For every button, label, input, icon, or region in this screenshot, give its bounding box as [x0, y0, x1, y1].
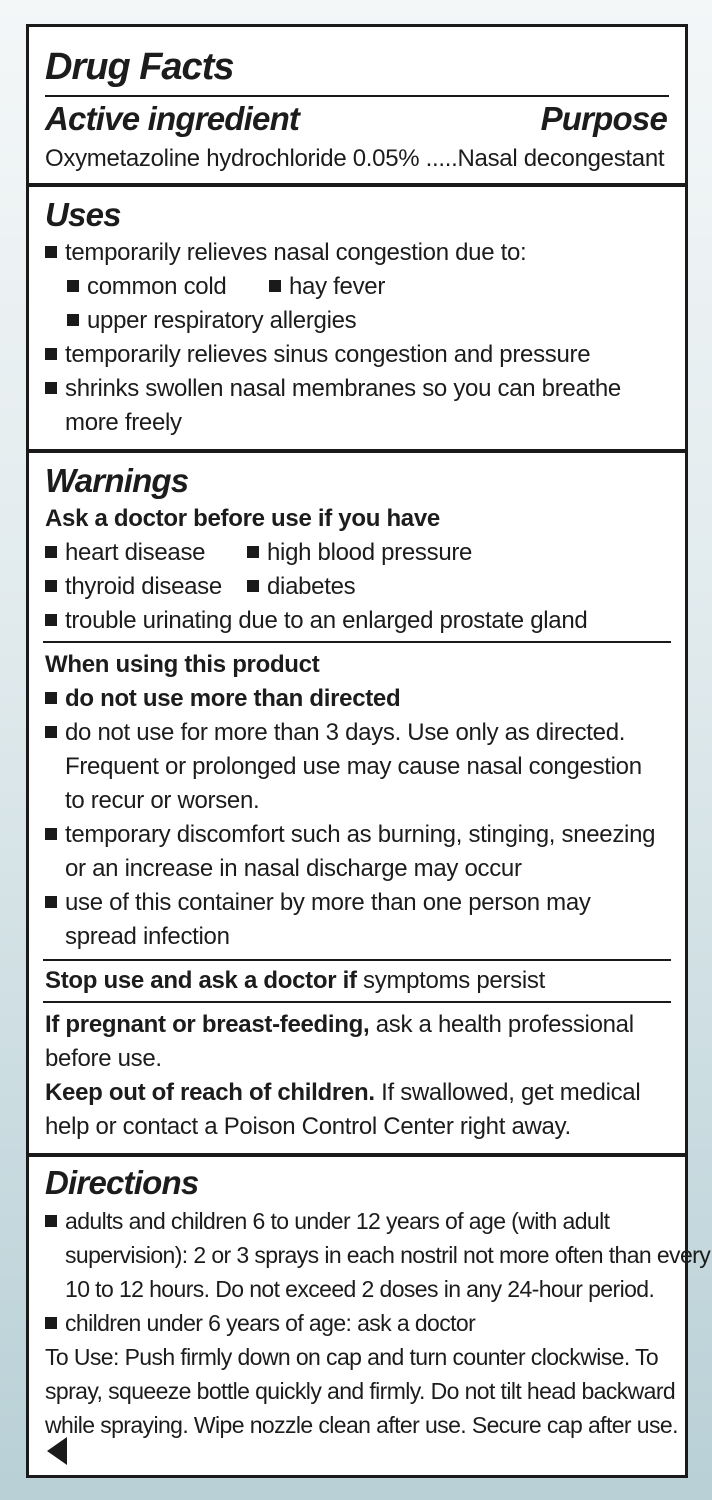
- when-using-item-continued: to recur or worsen.: [65, 787, 260, 814]
- pregnant-line: If pregnant or breast-feeding, ask a health professional: [45, 1011, 634, 1038]
- uses-item-continued: more freely: [65, 409, 182, 436]
- bullet-icon: [45, 896, 57, 908]
- condition-item: trouble urinating due to an enlarged prostate gland: [45, 605, 587, 637]
- to-use-line: To Use: Push firmly down on cap and turn counter clockwise. To: [45, 1344, 659, 1370]
- section-divider: [29, 183, 685, 187]
- bullet-icon: [247, 580, 259, 592]
- bullet-icon: [45, 580, 57, 592]
- directions-heading: Directions: [45, 1164, 199, 1201]
- when-using-item: temporary discomfort such as burning, stinging, sneezing: [45, 819, 655, 851]
- uses-subitem: common cold: [67, 271, 226, 303]
- bullet-icon: [45, 726, 57, 738]
- subsection-divider: [43, 959, 671, 961]
- uses-subitem: hay fever: [269, 271, 385, 303]
- when-using-item: use of this container by more than one person may: [45, 887, 591, 919]
- title-divider: [45, 95, 669, 97]
- bullet-icon: [45, 828, 57, 840]
- section-divider: [29, 1153, 685, 1157]
- bullet-icon: [45, 546, 57, 558]
- subsection-divider: [43, 641, 671, 643]
- when-using-item-continued: or an increase in nasal discharge may occur: [65, 855, 522, 882]
- ask-doctor-heading: Ask a doctor before use if you have: [45, 505, 440, 532]
- directions-item: children under 6 years of age: ask a doctor: [45, 1307, 475, 1339]
- bullet-icon: [45, 1215, 57, 1227]
- drug-facts-title: Drug Facts: [45, 46, 234, 88]
- uses-item: temporarily relieves nasal congestion due to:: [45, 237, 526, 269]
- uses-item: shrinks swollen nasal membranes so you can breathe: [45, 373, 621, 405]
- condition-item: thyroid disease: [45, 571, 222, 603]
- condition-item: diabetes: [247, 571, 355, 603]
- directions-item-continued: 10 to 12 hours. Do not exceed 2 doses in any 24-hour period.: [65, 1276, 655, 1302]
- bullet-icon: [45, 382, 57, 394]
- when-using-item: do not use more than directed: [45, 683, 400, 715]
- keep-out-line-2: help or contact a Poison Control Center right away.: [45, 1113, 571, 1140]
- subsection-divider: [43, 1001, 671, 1003]
- section-divider: [29, 449, 685, 453]
- directions-item: adults and children 6 to under 12 years of age (with adult: [45, 1205, 609, 1237]
- when-using-heading: When using this product: [45, 651, 320, 678]
- bullet-icon: [67, 280, 79, 292]
- stop-use-line: Stop use and ask a doctor if symptoms persist: [45, 967, 545, 994]
- to-use-line: spray, squeeze bottle quickly and firmly. Do not tilt head backward: [45, 1378, 676, 1404]
- keep-out-line: Keep out of reach of children. If swallowed, get medical: [45, 1079, 641, 1106]
- purpose-heading: Purpose: [540, 100, 667, 137]
- ingredient-line: Oxymetazoline hydrochloride 0.05% .....Nasal decongestant: [45, 145, 665, 172]
- active-ingredient-heading: Active ingredient: [45, 100, 300, 137]
- uses-heading: Uses: [45, 196, 121, 233]
- bullet-icon: [45, 348, 57, 360]
- pregnant-line-2: before use.: [45, 1045, 162, 1072]
- bullet-icon: [45, 692, 57, 704]
- when-using-item-continued: Frequent or prolonged use may cause nasal congestion: [65, 753, 642, 780]
- uses-subitem: upper respiratory allergies: [67, 305, 356, 337]
- condition-item: heart disease: [45, 537, 205, 569]
- uses-item: temporarily relieves sinus congestion and pressure: [45, 339, 590, 371]
- when-using-item-continued: spread infection: [65, 923, 230, 950]
- drug-facts-panel: [26, 24, 711, 1478]
- bullet-icon: [247, 546, 259, 558]
- continued-arrow-icon: [47, 1437, 67, 1465]
- to-use-line: while spraying. Wipe nozzle clean after use. Secure cap after use.: [45, 1412, 678, 1438]
- bullet-icon: [45, 246, 57, 258]
- condition-item: high blood pressure: [247, 537, 472, 569]
- bullet-icon: [45, 1317, 57, 1329]
- bullet-icon: [67, 314, 79, 326]
- when-using-item: do not use for more than 3 days. Use only as directed.: [45, 717, 625, 749]
- bullet-icon: [269, 280, 281, 292]
- warnings-heading: Warnings: [45, 462, 189, 499]
- directions-item-continued: supervision): 2 or 3 sprays in each nostril not more often than every: [65, 1242, 711, 1268]
- bullet-icon: [45, 614, 57, 626]
